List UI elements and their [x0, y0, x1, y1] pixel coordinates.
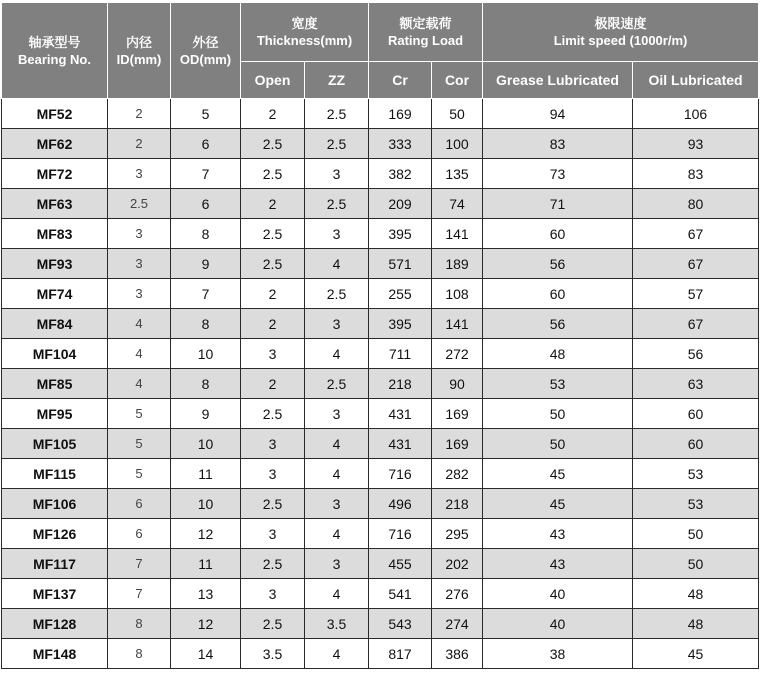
oil-speed-cell: 56	[633, 339, 759, 369]
header-thickness-en: Thickness(mm)	[256, 33, 353, 48]
od-cell: 9	[171, 399, 241, 429]
cor-cell: 276	[432, 579, 483, 609]
cor-cell: 141	[432, 219, 483, 249]
od-cell: 8	[171, 309, 241, 339]
open-cell: 2.5	[241, 249, 305, 279]
od-cell: 12	[171, 609, 241, 639]
zz-cell: 2.5	[305, 99, 369, 129]
zz-cell: 2.5	[305, 369, 369, 399]
grease-speed-cell: 56	[483, 309, 633, 339]
cor-cell: 282	[432, 459, 483, 489]
cor-cell: 100	[432, 129, 483, 159]
oil-speed-cell: 60	[633, 399, 759, 429]
header-od	[171, 3, 241, 99]
id-cell: 2	[108, 129, 171, 159]
header-limit-speed-cn: 极限速度	[594, 16, 647, 31]
table-row	[2, 549, 759, 579]
zz-cell: 4	[305, 459, 369, 489]
bearing-no-cell: MF85	[2, 369, 108, 399]
table-row	[2, 489, 759, 519]
zz-cell: 3	[305, 549, 369, 579]
open-cell: 2.5	[241, 129, 305, 159]
od-cell: 11	[171, 459, 241, 489]
cr-cell: 711	[369, 339, 432, 369]
oil-speed-cell: 53	[633, 459, 759, 489]
id-cell: 4	[108, 339, 171, 369]
zz-cell: 3	[305, 159, 369, 189]
table-row	[2, 249, 759, 279]
table-body	[2, 99, 759, 669]
grease-speed-cell: 94	[483, 99, 633, 129]
table-row	[2, 399, 759, 429]
zz-cell: 4	[305, 579, 369, 609]
zz-cell: 2.5	[305, 279, 369, 309]
grease-speed-cell: 43	[483, 519, 633, 549]
cr-cell: 543	[369, 609, 432, 639]
oil-speed-cell: 60	[633, 429, 759, 459]
cor-cell: 274	[432, 609, 483, 639]
grease-speed-cell: 53	[483, 369, 633, 399]
header-rating-load	[369, 3, 483, 62]
table-row	[2, 279, 759, 309]
cr-cell: 169	[369, 99, 432, 129]
oil-speed-cell: 106	[633, 99, 759, 129]
open-cell: 2.5	[241, 399, 305, 429]
open-cell: 2.5	[241, 609, 305, 639]
zz-cell: 4	[305, 339, 369, 369]
open-cell: 3	[241, 429, 305, 459]
open-cell: 3	[241, 339, 305, 369]
header-id-en: ID(mm)	[116, 51, 162, 67]
od-cell: 14	[171, 639, 241, 669]
id-cell: 4	[108, 369, 171, 399]
grease-speed-cell: 60	[483, 279, 633, 309]
table-row	[2, 579, 759, 609]
cor-cell: 169	[432, 399, 483, 429]
open-cell: 2.5	[241, 489, 305, 519]
id-cell: 5	[108, 429, 171, 459]
grease-speed-cell: 50	[483, 399, 633, 429]
grease-speed-cell: 45	[483, 459, 633, 489]
zz-cell: 3.5	[305, 609, 369, 639]
cr-cell: 571	[369, 249, 432, 279]
open-cell: 2.5	[241, 549, 305, 579]
table-header	[2, 3, 759, 99]
bearing-no-cell: MF115	[2, 459, 108, 489]
od-cell: 9	[171, 249, 241, 279]
id-cell: 3	[108, 249, 171, 279]
id-cell: 6	[108, 489, 171, 519]
header-bearing-no-cn: 轴承型号	[28, 34, 81, 50]
table-row	[2, 519, 759, 549]
id-cell: 5	[108, 459, 171, 489]
grease-speed-cell: 45	[483, 489, 633, 519]
table-row	[2, 429, 759, 459]
bearing-no-cell: MF84	[2, 309, 108, 339]
cor-cell: 135	[432, 159, 483, 189]
header-thickness	[241, 3, 369, 62]
cr-cell: 431	[369, 399, 432, 429]
zz-cell: 3	[305, 489, 369, 519]
open-cell: 3	[241, 519, 305, 549]
header-bearing-no-en: Bearing No.	[18, 51, 91, 67]
id-cell: 2.5	[108, 189, 171, 219]
cor-cell: 218	[432, 489, 483, 519]
oil-speed-cell: 45	[633, 639, 759, 669]
cr-cell: 455	[369, 549, 432, 579]
header-limit-speed-en: Limit speed (1000r/m)	[553, 33, 688, 48]
od-cell: 11	[171, 549, 241, 579]
oil-speed-cell: 67	[633, 309, 759, 339]
table-row	[2, 219, 759, 249]
subheader-cr: Cr	[369, 62, 432, 99]
open-cell: 2	[241, 189, 305, 219]
id-cell: 3	[108, 159, 171, 189]
grease-speed-cell: 40	[483, 579, 633, 609]
cor-cell: 189	[432, 249, 483, 279]
zz-cell: 4	[305, 429, 369, 459]
bearing-no-cell: MF95	[2, 399, 108, 429]
cr-cell: 496	[369, 489, 432, 519]
bearing-spec-table	[1, 2, 759, 669]
cor-cell: 90	[432, 369, 483, 399]
oil-speed-cell: 80	[633, 189, 759, 219]
header-id	[108, 3, 171, 99]
od-cell: 8	[171, 369, 241, 399]
cr-cell: 817	[369, 639, 432, 669]
id-cell: 2	[108, 99, 171, 129]
bearing-no-cell: MF62	[2, 129, 108, 159]
oil-speed-cell: 83	[633, 159, 759, 189]
id-cell: 8	[108, 609, 171, 639]
subheader-zz: ZZ	[305, 62, 369, 99]
oil-speed-cell: 67	[633, 249, 759, 279]
cr-cell: 395	[369, 309, 432, 339]
open-cell: 3	[241, 579, 305, 609]
od-cell: 5	[171, 99, 241, 129]
open-cell: 2	[241, 99, 305, 129]
bearing-no-cell: MF52	[2, 99, 108, 129]
id-cell: 8	[108, 639, 171, 669]
oil-speed-cell: 93	[633, 129, 759, 159]
grease-speed-cell: 83	[483, 129, 633, 159]
open-cell: 3	[241, 459, 305, 489]
subheader-oil-lubricated: Oil Lubricated	[633, 62, 759, 99]
subheader-grease-lubricated: Grease Lubricated	[483, 62, 633, 99]
oil-speed-cell: 48	[633, 609, 759, 639]
grease-speed-cell: 38	[483, 639, 633, 669]
cr-cell: 209	[369, 189, 432, 219]
table-row	[2, 459, 759, 489]
zz-cell: 4	[305, 519, 369, 549]
bearing-no-cell: MF105	[2, 429, 108, 459]
od-cell: 10	[171, 339, 241, 369]
id-cell: 3	[108, 219, 171, 249]
open-cell: 2.5	[241, 159, 305, 189]
id-cell: 3	[108, 279, 171, 309]
od-cell: 6	[171, 189, 241, 219]
cr-cell: 541	[369, 579, 432, 609]
bearing-no-cell: MF74	[2, 279, 108, 309]
bearing-no-cell: MF72	[2, 159, 108, 189]
open-cell: 2	[241, 279, 305, 309]
zz-cell: 2.5	[305, 129, 369, 159]
header-od-en: OD(mm)	[179, 51, 232, 67]
cor-cell: 50	[432, 99, 483, 129]
od-cell: 13	[171, 579, 241, 609]
bearing-no-cell: MF117	[2, 549, 108, 579]
header-limit-speed	[483, 3, 759, 62]
id-cell: 6	[108, 519, 171, 549]
od-cell: 6	[171, 129, 241, 159]
open-cell: 2	[241, 369, 305, 399]
oil-speed-cell: 63	[633, 369, 759, 399]
grease-speed-cell: 48	[483, 339, 633, 369]
cor-cell: 295	[432, 519, 483, 549]
od-cell: 7	[171, 159, 241, 189]
grease-speed-cell: 71	[483, 189, 633, 219]
od-cell: 8	[171, 219, 241, 249]
cor-cell: 108	[432, 279, 483, 309]
cor-cell: 202	[432, 549, 483, 579]
table-row	[2, 639, 759, 669]
cr-cell: 218	[369, 369, 432, 399]
cor-cell: 74	[432, 189, 483, 219]
table-row	[2, 99, 759, 129]
oil-speed-cell: 48	[633, 579, 759, 609]
bearing-no-cell: MF106	[2, 489, 108, 519]
header-rating-load-cn: 额定载荷	[399, 16, 452, 31]
oil-speed-cell: 50	[633, 519, 759, 549]
cr-cell: 255	[369, 279, 432, 309]
oil-speed-cell: 67	[633, 219, 759, 249]
cr-cell: 382	[369, 159, 432, 189]
zz-cell: 3	[305, 309, 369, 339]
bearing-no-cell: MF93	[2, 249, 108, 279]
grease-speed-cell: 56	[483, 249, 633, 279]
oil-speed-cell: 53	[633, 489, 759, 519]
od-cell: 7	[171, 279, 241, 309]
header-thickness-cn: 宽度	[291, 16, 318, 31]
header-rating-load-en: Rating Load	[387, 33, 464, 48]
open-cell: 3.5	[241, 639, 305, 669]
zz-cell: 3	[305, 219, 369, 249]
bearing-no-cell: MF63	[2, 189, 108, 219]
cr-cell: 395	[369, 219, 432, 249]
cor-cell: 272	[432, 339, 483, 369]
od-cell: 12	[171, 519, 241, 549]
cor-cell: 386	[432, 639, 483, 669]
oil-speed-cell: 57	[633, 279, 759, 309]
cr-cell: 333	[369, 129, 432, 159]
zz-cell: 3	[305, 399, 369, 429]
id-cell: 5	[108, 399, 171, 429]
grease-speed-cell: 40	[483, 609, 633, 639]
header-bearing-no	[2, 3, 108, 99]
bearing-no-cell: MF148	[2, 639, 108, 669]
table-row	[2, 339, 759, 369]
grease-speed-cell: 43	[483, 549, 633, 579]
open-cell: 2	[241, 309, 305, 339]
header-od-cn: 外径	[192, 34, 219, 50]
id-cell: 7	[108, 549, 171, 579]
cr-cell: 716	[369, 519, 432, 549]
header-id-cn: 内径	[125, 34, 152, 50]
bearing-no-cell: MF83	[2, 219, 108, 249]
bearing-no-cell: MF128	[2, 609, 108, 639]
zz-cell: 2.5	[305, 189, 369, 219]
cor-cell: 169	[432, 429, 483, 459]
grease-speed-cell: 60	[483, 219, 633, 249]
subheader-open: Open	[241, 62, 305, 99]
bearing-no-cell: MF137	[2, 579, 108, 609]
cr-cell: 431	[369, 429, 432, 459]
oil-speed-cell: 50	[633, 549, 759, 579]
table-row	[2, 129, 759, 159]
od-cell: 10	[171, 429, 241, 459]
open-cell: 2.5	[241, 219, 305, 249]
grease-speed-cell: 50	[483, 429, 633, 459]
grease-speed-cell: 73	[483, 159, 633, 189]
bearing-no-cell: MF104	[2, 339, 108, 369]
table-row	[2, 189, 759, 219]
cr-cell: 716	[369, 459, 432, 489]
table-row	[2, 159, 759, 189]
table-row	[2, 369, 759, 399]
id-cell: 4	[108, 309, 171, 339]
zz-cell: 4	[305, 639, 369, 669]
cor-cell: 141	[432, 309, 483, 339]
bearing-no-cell: MF126	[2, 519, 108, 549]
table-row	[2, 609, 759, 639]
zz-cell: 4	[305, 249, 369, 279]
subheader-cor: Cor	[432, 62, 483, 99]
od-cell: 10	[171, 489, 241, 519]
table-row	[2, 309, 759, 339]
id-cell: 7	[108, 579, 171, 609]
